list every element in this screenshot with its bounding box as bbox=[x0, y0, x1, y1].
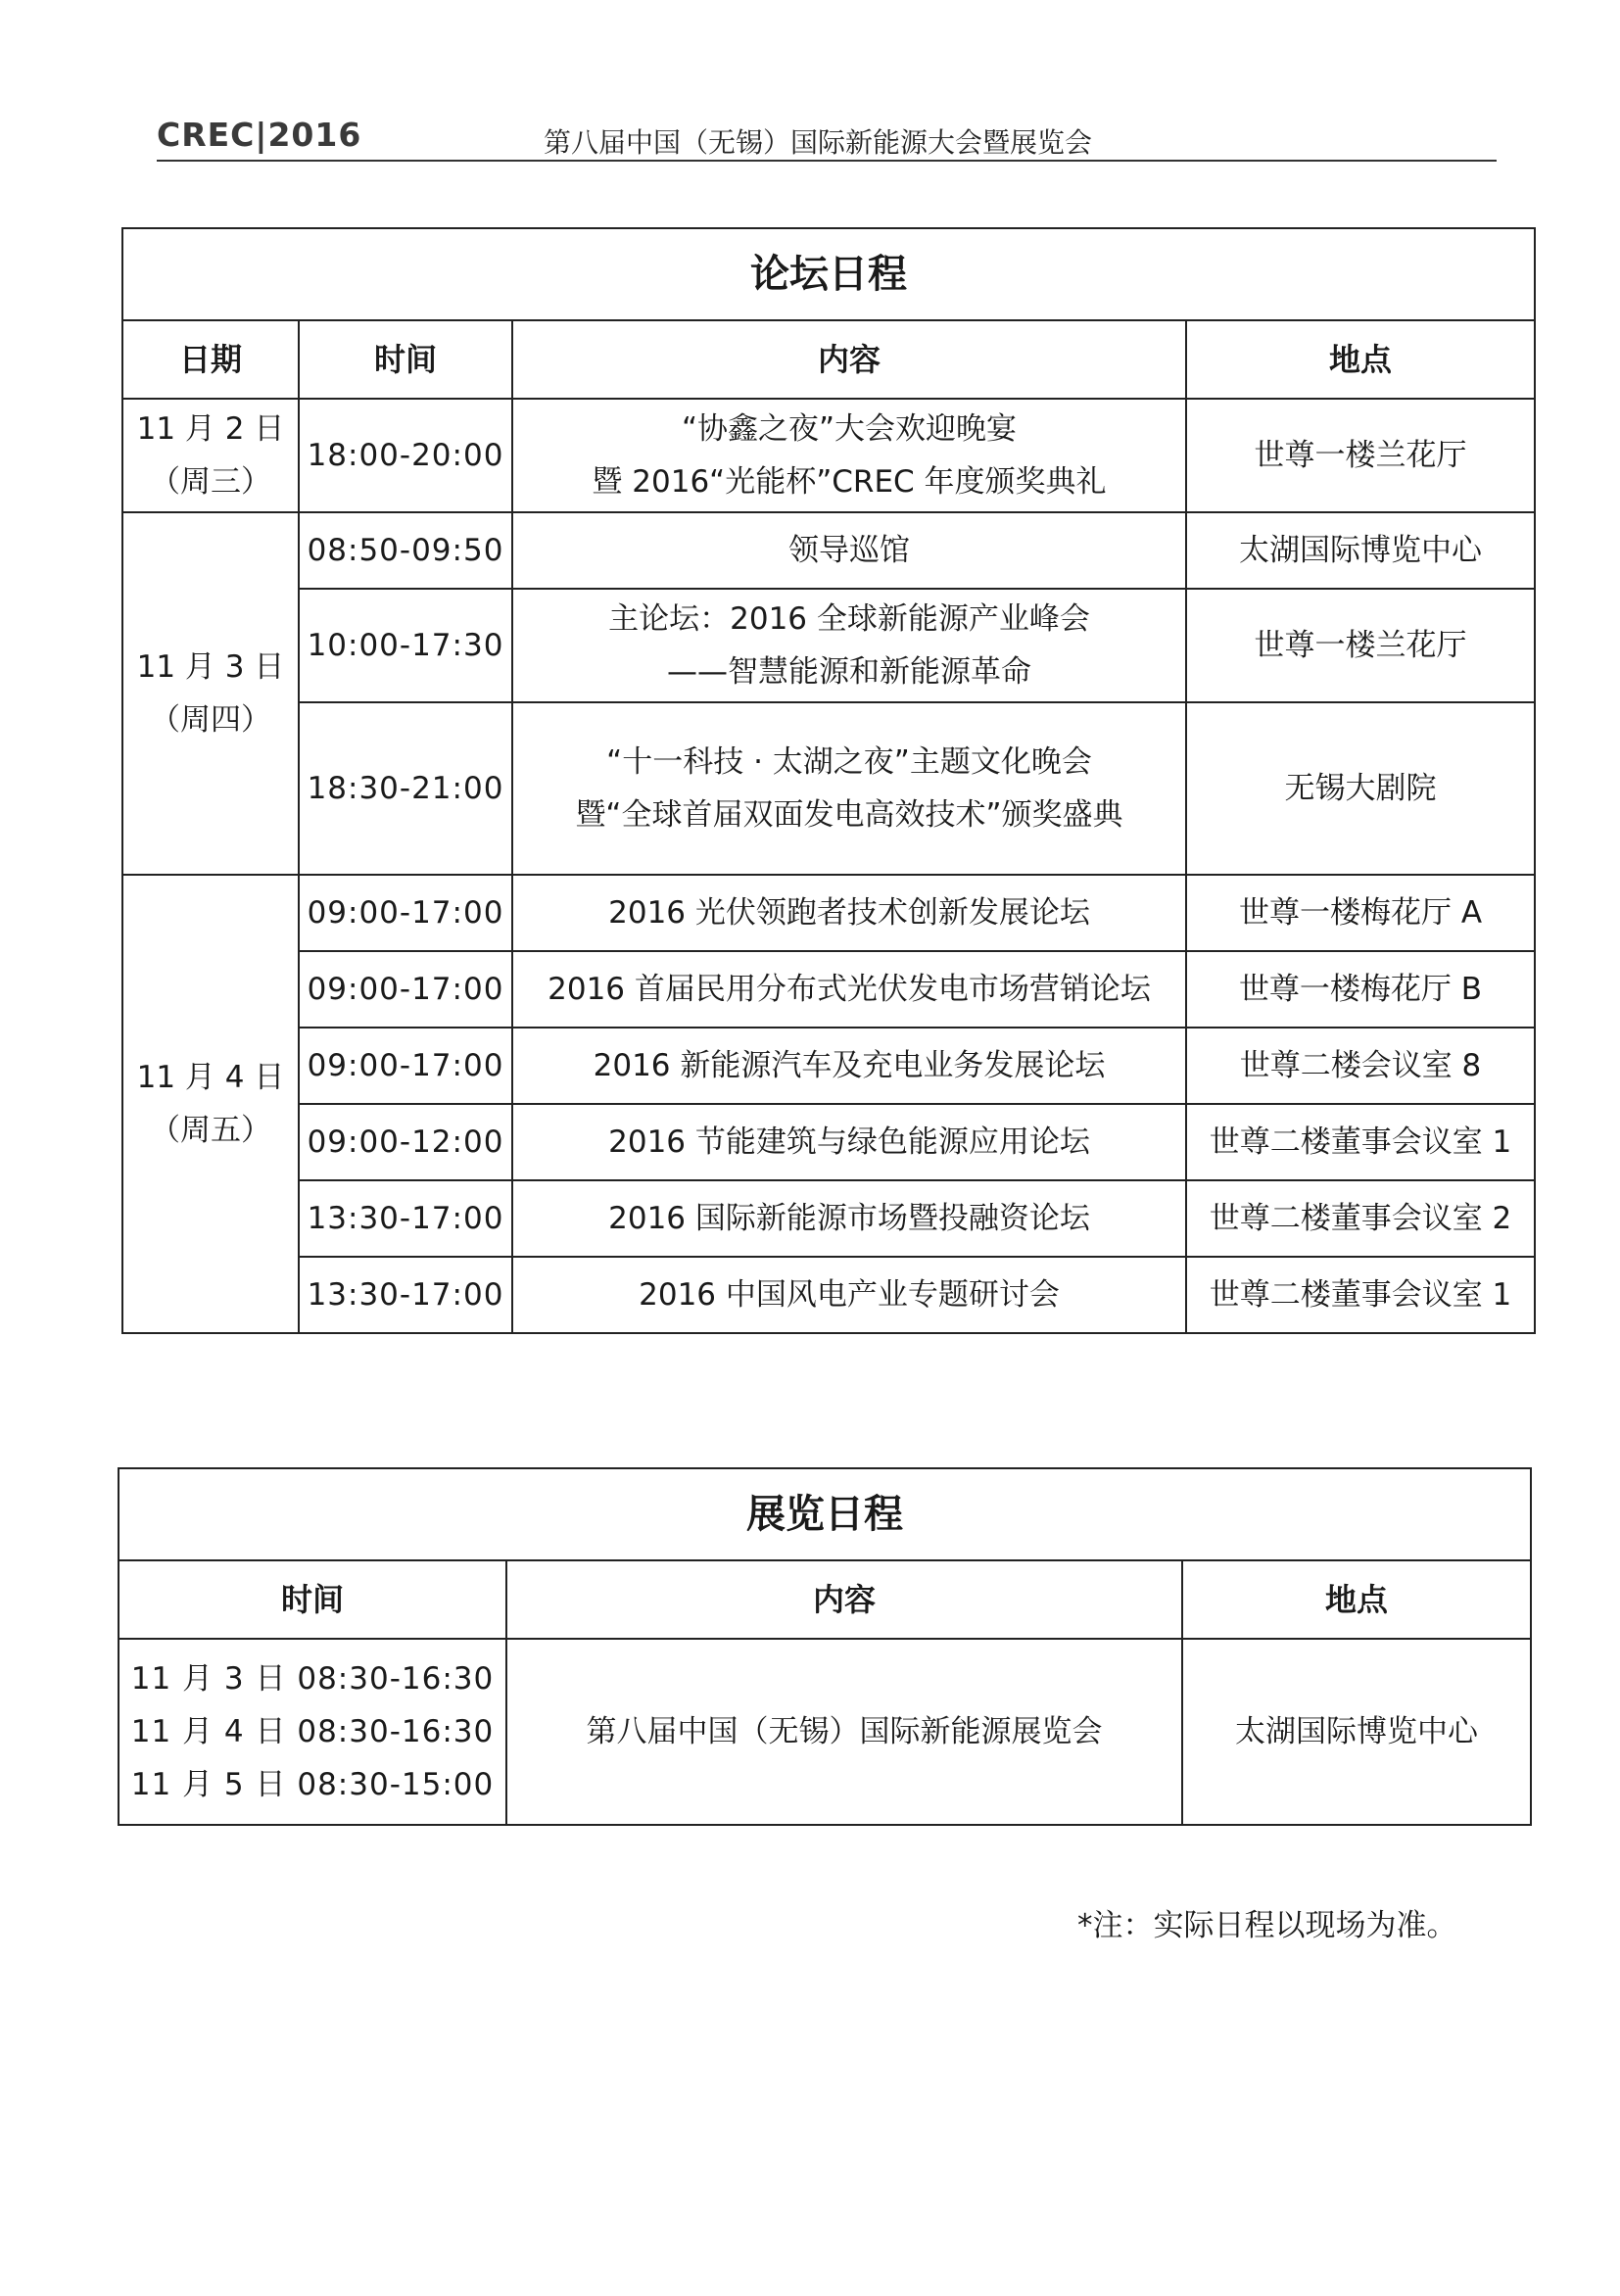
schedule-row bbox=[122, 702, 1535, 875]
date-cell bbox=[122, 399, 299, 512]
venue-cell: 太湖国际博览中心 bbox=[1186, 512, 1535, 589]
schedule-row bbox=[122, 951, 1535, 1028]
schedule-row bbox=[122, 1028, 1535, 1104]
venue-cell: 世尊一楼梅花厅 A bbox=[1186, 875, 1535, 951]
weekday-label: （周五） bbox=[150, 1113, 271, 1148]
weekday-label: （周四） bbox=[150, 702, 271, 738]
content-cell bbox=[512, 1180, 1186, 1257]
header-divider bbox=[157, 160, 1497, 162]
venue-cell: 世尊二楼董事会议室 1 bbox=[1186, 1104, 1535, 1180]
content-line: 2016 节能建筑与绿色能源应用论坛 bbox=[608, 1124, 1090, 1160]
venue-cell: 世尊一楼兰花厅 bbox=[1186, 589, 1535, 702]
exhibition-schedule-title: 展览日程 bbox=[119, 1468, 1531, 1560]
exhibition-content: 第八届中国（无锡）国际新能源展览会 bbox=[506, 1639, 1182, 1825]
schedule-row bbox=[122, 1257, 1535, 1333]
content-line: 2016 光伏领跑者技术创新发展论坛 bbox=[608, 895, 1090, 931]
exhibition-time: 11 月 5 日 08:30-15:00 bbox=[130, 1767, 495, 1802]
content-line: 2016 中国风电产业专题研讨会 bbox=[639, 1277, 1060, 1313]
content-line: 领导巡馆 bbox=[788, 533, 910, 568]
content-cell bbox=[512, 512, 1186, 589]
schedule-row bbox=[122, 589, 1535, 702]
venue-cell: 无锡大剧院 bbox=[1186, 702, 1535, 875]
column-header-time: 时间 bbox=[299, 320, 512, 399]
venue-cell: 世尊二楼会议室 8 bbox=[1186, 1028, 1535, 1104]
column-header-content: 内容 bbox=[512, 320, 1186, 399]
venue-cell: 世尊二楼董事会议室 2 bbox=[1186, 1180, 1535, 1257]
time-cell: 18:00-20:00 bbox=[299, 399, 512, 512]
column-header-venue: 地点 bbox=[1182, 1560, 1531, 1639]
content-cell bbox=[512, 1028, 1186, 1104]
venue-cell: 世尊一楼梅花厅 B bbox=[1186, 951, 1535, 1028]
content-line: 暨“全球首届双面发电高效技术”颁奖盛典 bbox=[575, 797, 1123, 833]
exhibition-time: 11 月 3 日 08:30-16:30 bbox=[130, 1661, 495, 1697]
time-cell: 10:00-17:30 bbox=[299, 589, 512, 702]
time-cell: 08:50-09:50 bbox=[299, 512, 512, 589]
exhibition-times-cell bbox=[119, 1639, 506, 1825]
date-label: 11 月 2 日 bbox=[136, 411, 285, 447]
content-cell bbox=[512, 875, 1186, 951]
content-cell bbox=[512, 951, 1186, 1028]
exhibition-time: 11 月 4 日 08:30-16:30 bbox=[130, 1714, 495, 1749]
column-header-venue: 地点 bbox=[1186, 320, 1535, 399]
weekday-label: （周三） bbox=[150, 464, 271, 500]
time-cell: 09:00-17:00 bbox=[299, 951, 512, 1028]
logo: CREC|2016 bbox=[157, 116, 362, 154]
content-line: ——智慧能源和新能源革命 bbox=[667, 654, 1031, 690]
content-cell bbox=[512, 1257, 1186, 1333]
date-cell bbox=[122, 875, 299, 1333]
forum-schedule-body bbox=[122, 228, 1535, 1333]
time-cell: 09:00-17:00 bbox=[299, 1028, 512, 1104]
schedule-row bbox=[122, 875, 1535, 951]
content-cell bbox=[512, 702, 1186, 875]
schedule-note: *注：实际日程以现场为准。 bbox=[1077, 1908, 1457, 1943]
forum-schedule-table bbox=[121, 227, 1536, 1334]
content-line: 暨 2016“光能杯”CREC 年度颁奖典礼 bbox=[592, 464, 1107, 500]
time-cell: 09:00-12:00 bbox=[299, 1104, 512, 1180]
column-header-date: 日期 bbox=[122, 320, 299, 399]
date-label: 11 月 4 日 bbox=[136, 1060, 285, 1095]
content-line: 主论坛：2016 全球新能源产业峰会 bbox=[608, 601, 1090, 637]
forum-schedule-title: 论坛日程 bbox=[122, 228, 1535, 320]
time-cell: 18:30-21:00 bbox=[299, 702, 512, 875]
venue-cell: 世尊二楼董事会议室 1 bbox=[1186, 1257, 1535, 1333]
schedule-row bbox=[122, 512, 1535, 589]
schedule-row bbox=[122, 1104, 1535, 1180]
date-cell bbox=[122, 512, 299, 875]
exhibition-schedule-table bbox=[118, 1467, 1532, 1826]
date-label: 11 月 3 日 bbox=[136, 649, 285, 685]
document-header-title: 第八届中国（无锡）国际新能源大会暨展览会 bbox=[544, 126, 1093, 159]
content-line: 2016 新能源汽车及充电业务发展论坛 bbox=[593, 1048, 1106, 1083]
time-cell: 13:30-17:00 bbox=[299, 1180, 512, 1257]
column-header-time: 时间 bbox=[119, 1560, 506, 1639]
content-line: “十一科技 · 太湖之夜”主题文化晚会 bbox=[606, 744, 1092, 780]
venue-cell: 世尊一楼兰花厅 bbox=[1186, 399, 1535, 512]
exhibition-venue: 太湖国际博览中心 bbox=[1182, 1639, 1531, 1825]
content-line: 2016 首届民用分布式光伏发电市场营销论坛 bbox=[548, 972, 1151, 1007]
schedule-row bbox=[122, 399, 1535, 512]
time-cell: 13:30-17:00 bbox=[299, 1257, 512, 1333]
content-cell bbox=[512, 589, 1186, 702]
content-cell bbox=[512, 1104, 1186, 1180]
time-cell: 09:00-17:00 bbox=[299, 875, 512, 951]
content-line: 2016 国际新能源市场暨投融资论坛 bbox=[608, 1201, 1090, 1236]
column-header-content: 内容 bbox=[506, 1560, 1182, 1639]
content-cell bbox=[512, 399, 1186, 512]
schedule-row bbox=[122, 1180, 1535, 1257]
content-line: “协鑫之夜”大会欢迎晚宴 bbox=[681, 411, 1018, 447]
